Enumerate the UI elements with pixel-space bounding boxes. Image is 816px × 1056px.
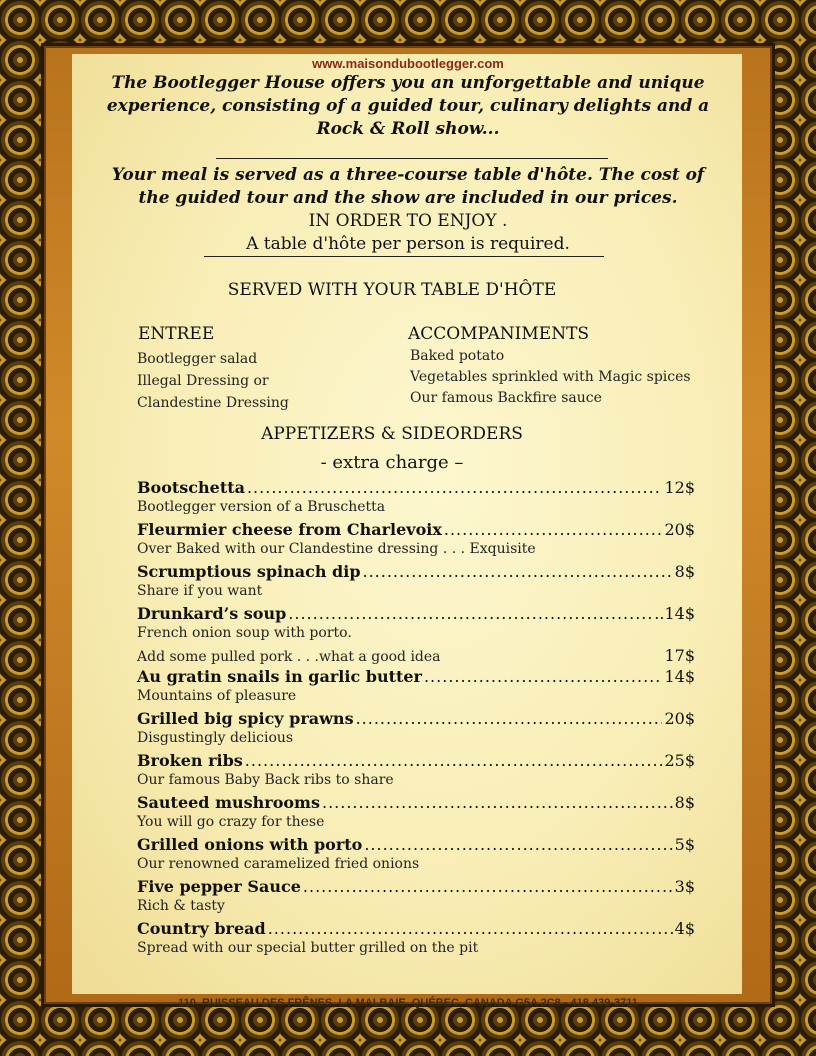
menu-item-name: Sauteed mushrooms: [137, 793, 320, 812]
menu-item-row: [137, 877, 695, 898]
footer-address: 110, RUISSEAU DES FRÊNES, LA MALBAIE, QUÉBEC, CANADA G5A 2C8 - 418 439-3711: [178, 997, 638, 1009]
intro-text: The Bootlegger House offers you an unforgettable and unique experience, consisting of a guided tour, culinary delights and a Rock & Roll show...: [106, 73, 710, 139]
menu-item-description: [137, 499, 695, 520]
menu-item-price: 14$: [664, 667, 695, 686]
description-text: You will go crazy for these: [137, 814, 325, 830]
menu-item-price: 12$: [664, 478, 695, 497]
description-text: Over Baked with our Clandestine dressing . . . Exquisite: [137, 541, 536, 557]
accompaniment-item: Vegetables sprinkled with Magic spices: [410, 369, 691, 385]
menu-item-name: Broken ribs: [137, 751, 243, 770]
menu-item-row: [137, 919, 695, 940]
entree-item: Illegal Dressing or: [137, 373, 269, 389]
menu-item-name: Drunkard’s soup: [137, 604, 287, 623]
entree-heading: ENTREE: [138, 324, 215, 344]
description-text: Spread with our special butter grilled on the pit: [137, 940, 479, 956]
description-text: Share if you want: [137, 583, 263, 599]
menu-item-row: [137, 793, 695, 814]
extra-charge-note: - extra charge –: [320, 452, 464, 473]
dot-leader: [322, 793, 673, 812]
accompaniment-item: Our famous Backfire sauce: [410, 390, 602, 406]
menu-item-description: [137, 814, 695, 835]
menu-item-price: 8$: [674, 793, 695, 812]
menu-item-row: [137, 709, 695, 730]
description-text: Our famous Baby Back ribs to share: [137, 772, 394, 788]
dot-leader: [288, 604, 652, 623]
menu-item-description: [137, 541, 695, 562]
menu-item-row: [137, 478, 695, 499]
divider-2: [204, 256, 604, 257]
menu-item-name: Scrumptious spinach dip: [137, 562, 361, 581]
menu-item-price: 20$: [664, 520, 695, 539]
menu-item-name: Grilled onions with porto: [137, 835, 363, 854]
menu-item-row: [137, 751, 695, 772]
description-text: Disgustingly delicious: [137, 730, 294, 746]
menu-item-description: [137, 940, 695, 961]
appetizers-heading: APPETIZERS & SIDEORDERS: [261, 424, 523, 444]
addon-text: Add some pulled pork . . .what a good idea: [137, 649, 441, 665]
dot-leader: [444, 520, 663, 539]
menu-item-description: [137, 688, 695, 709]
dot-leader: [363, 562, 673, 581]
dot-leader: [247, 478, 662, 497]
menu-item-price: 5$: [674, 835, 695, 854]
divider-1: [216, 158, 608, 159]
enjoy-line-1: IN ORDER TO ENJOY .: [308, 211, 508, 231]
menu-item-price: 25$: [664, 751, 695, 770]
description-text: Rich & tasty: [137, 898, 225, 914]
menu-item-row: [137, 835, 695, 856]
dot-leader: [424, 667, 662, 686]
description-text: Our renowned caramelized fried onions: [137, 856, 420, 872]
accompaniments-list: [410, 346, 691, 409]
description-text: Mountains of pleasure: [137, 688, 297, 704]
menu-item-name: Bootschetta: [137, 478, 245, 497]
menu-item-row: [137, 520, 695, 541]
menu-item-row: [137, 604, 695, 625]
menu-item-name: Au gratin snails in garlic butter: [137, 667, 422, 686]
accompaniments-heading: ACCOMPANIMENTS: [408, 324, 590, 344]
description-text: Bootlegger version of a Bruschetta: [137, 499, 386, 515]
menu-item-description: [137, 730, 695, 751]
menu-item-price: 3$: [674, 877, 695, 896]
enjoy-text: [100, 210, 716, 256]
entree-item: Bootlegger salad: [137, 351, 258, 367]
dot-leader: [268, 919, 673, 938]
addon-price: 17$: [664, 646, 695, 665]
entree-list: [137, 348, 289, 414]
menu-item-price: 8$: [674, 562, 695, 581]
menu-item-name: Five pepper Sauce: [137, 877, 301, 896]
dot-leader: [303, 877, 673, 896]
menu-item-row: [137, 562, 695, 583]
served-heading: SERVED WITH YOUR TABLE D'HÔTE: [227, 280, 557, 300]
menu-item-price: 20$: [664, 709, 695, 728]
appetizer-menu: [137, 478, 695, 961]
menu-item-row: [137, 667, 695, 688]
dot-leader: [356, 709, 663, 728]
dot-leader: [364, 835, 672, 854]
menu-item-description: [137, 583, 695, 604]
menu-item-description: [137, 772, 695, 793]
menu-item-name: Fleurmier cheese from Charlevoix: [137, 520, 442, 539]
accompaniment-item: Baked potato: [410, 348, 505, 364]
enjoy-line-2: A table d'hôte per person is required.: [246, 234, 570, 254]
menu-item-addon: [137, 646, 695, 667]
website-url: www.maisondubootlegger.com: [312, 56, 504, 71]
menu-item-name: Grilled big spicy prawns: [137, 709, 354, 728]
menu-item-description: [137, 856, 695, 877]
dot-leader: [245, 751, 663, 770]
entree-item: Clandestine Dressing: [137, 395, 289, 411]
menu-item-name: Country bread: [137, 919, 266, 938]
menu-item-description: [137, 625, 695, 646]
meal-text: Your meal is served as a three-course table d'hôte. The cost of the guided tour and the show are included in our prices.: [111, 165, 705, 208]
description-text: French onion soup with porto.: [137, 625, 352, 641]
menu-item-price: 4$: [674, 919, 695, 938]
menu-item-description: [137, 898, 695, 919]
menu-item-price: ..14$: [654, 604, 695, 623]
